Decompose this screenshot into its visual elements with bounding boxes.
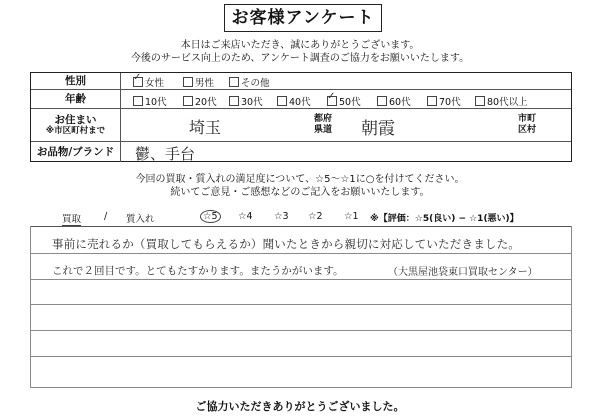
age-label: 年齢 [31, 90, 121, 108]
prefecture-suffix-2: 県道 [314, 125, 333, 135]
checkbox-icon[interactable] [327, 91, 337, 106]
address-row [31, 109, 571, 142]
age-option-60s[interactable]: 60代 [377, 94, 411, 108]
city-value[interactable]: 朝霞 [361, 119, 395, 139]
gender-row [31, 73, 571, 90]
address-label-cell [31, 109, 121, 141]
gender-label: 性別 [31, 73, 121, 89]
prefecture-suffix-1: 都府 [314, 114, 333, 124]
comment-rule [30, 387, 572, 388]
intro-line-1: 本日はご来店いただき、誠にありがとうございます。 [180, 40, 420, 51]
gender-option-male[interactable]: 男性 [183, 75, 214, 89]
gender-option-female[interactable]: ✓ 女性 [133, 72, 165, 89]
age-option-10s[interactable]: 10代 [133, 94, 167, 108]
item-value[interactable]: 鬱、手台 [135, 145, 196, 163]
checkbox-icon[interactable] [133, 96, 143, 106]
survey-form [30, 72, 572, 162]
age-row [31, 90, 571, 109]
rating-legend: ※【評価：☆5(良い) − ☆1(悪い)】 [370, 214, 519, 224]
comment-rule [30, 279, 572, 280]
satisfaction-prompt-line-1: 今回の買取・質入れの満足度について、☆5〜☆1に○を付けてください。 [135, 174, 465, 185]
checkbox-icon[interactable] [183, 96, 193, 106]
comment-line-2[interactable]: これで２回目です。とてもたすかります。またうかがいます。 [52, 265, 344, 277]
checkbox-icon[interactable] [229, 96, 239, 106]
checkbox-icon[interactable] [277, 96, 287, 106]
age-option-40s[interactable]: 40代 [277, 94, 311, 108]
checkbox-icon[interactable] [133, 72, 143, 87]
rating-star-5[interactable]: ☆5 [200, 210, 221, 223]
thanks-message: ご協力いただきありがとうございました。 [195, 400, 405, 413]
checkbox-icon[interactable] [377, 96, 387, 106]
item-label: お品物/ブランド [31, 142, 121, 162]
item-row [31, 142, 571, 162]
city-suffix-1: 市町 [518, 114, 537, 124]
check-mark-icon: ✓ [133, 72, 142, 83]
intro-line-2: 今後のサービス向上のため、アンケート調査のご協力をお願いいたします。 [130, 53, 470, 64]
rating-star-1[interactable]: ☆1 [344, 211, 359, 222]
age-option-20s[interactable]: 20代 [183, 94, 217, 108]
comment-rule [30, 253, 572, 254]
satisfaction-prompt-line-2: 続いてご意見・ご感想などのご記入をお願いいたします。 [170, 187, 430, 198]
rating-star-4[interactable]: ☆4 [238, 211, 253, 222]
rating-type-pawn[interactable]: 質入れ [126, 214, 155, 225]
comment-rule [30, 304, 572, 305]
address-label: お住まい [54, 114, 97, 126]
comment-box-left-border [30, 226, 31, 388]
rating-star-3[interactable]: ☆3 [274, 211, 289, 222]
comment-rule [30, 330, 572, 331]
checkbox-icon[interactable] [475, 96, 485, 106]
rating-type-purchase[interactable]: 買取 [62, 211, 81, 226]
comment-rule [30, 356, 572, 357]
checkbox-icon[interactable] [183, 77, 193, 87]
age-option-30s[interactable]: 30代 [229, 94, 263, 108]
age-option-80s-plus[interactable]: 80代以上 [475, 94, 528, 108]
rating-type-separator: / [104, 211, 108, 222]
city-suffix-2: 区村 [518, 125, 537, 135]
survey-title: お客様アンケート [224, 4, 382, 32]
comment-line-1[interactable]: 事前に売れるか（買取してもらえるか）聞いたときから親切に対応していただきました。 [52, 237, 520, 251]
gender-option-other[interactable]: その他 [229, 75, 270, 89]
comment-box-right-border [571, 226, 572, 388]
address-sublabel: ※市区町村まで [45, 126, 106, 136]
prefecture-value[interactable]: 埼玉 [189, 118, 222, 137]
comment-line-3[interactable]: （大黒屋池袋東口買取センター） [388, 267, 538, 278]
age-option-70s[interactable]: 70代 [427, 94, 461, 108]
checkbox-icon[interactable] [229, 77, 239, 87]
rating-star-2[interactable]: ☆2 [308, 211, 323, 222]
rating-row [30, 210, 572, 227]
age-option-50s[interactable]: ✓ 50代 [327, 91, 361, 108]
check-mark-icon: ✓ [327, 91, 336, 102]
checkbox-icon[interactable] [427, 96, 437, 106]
